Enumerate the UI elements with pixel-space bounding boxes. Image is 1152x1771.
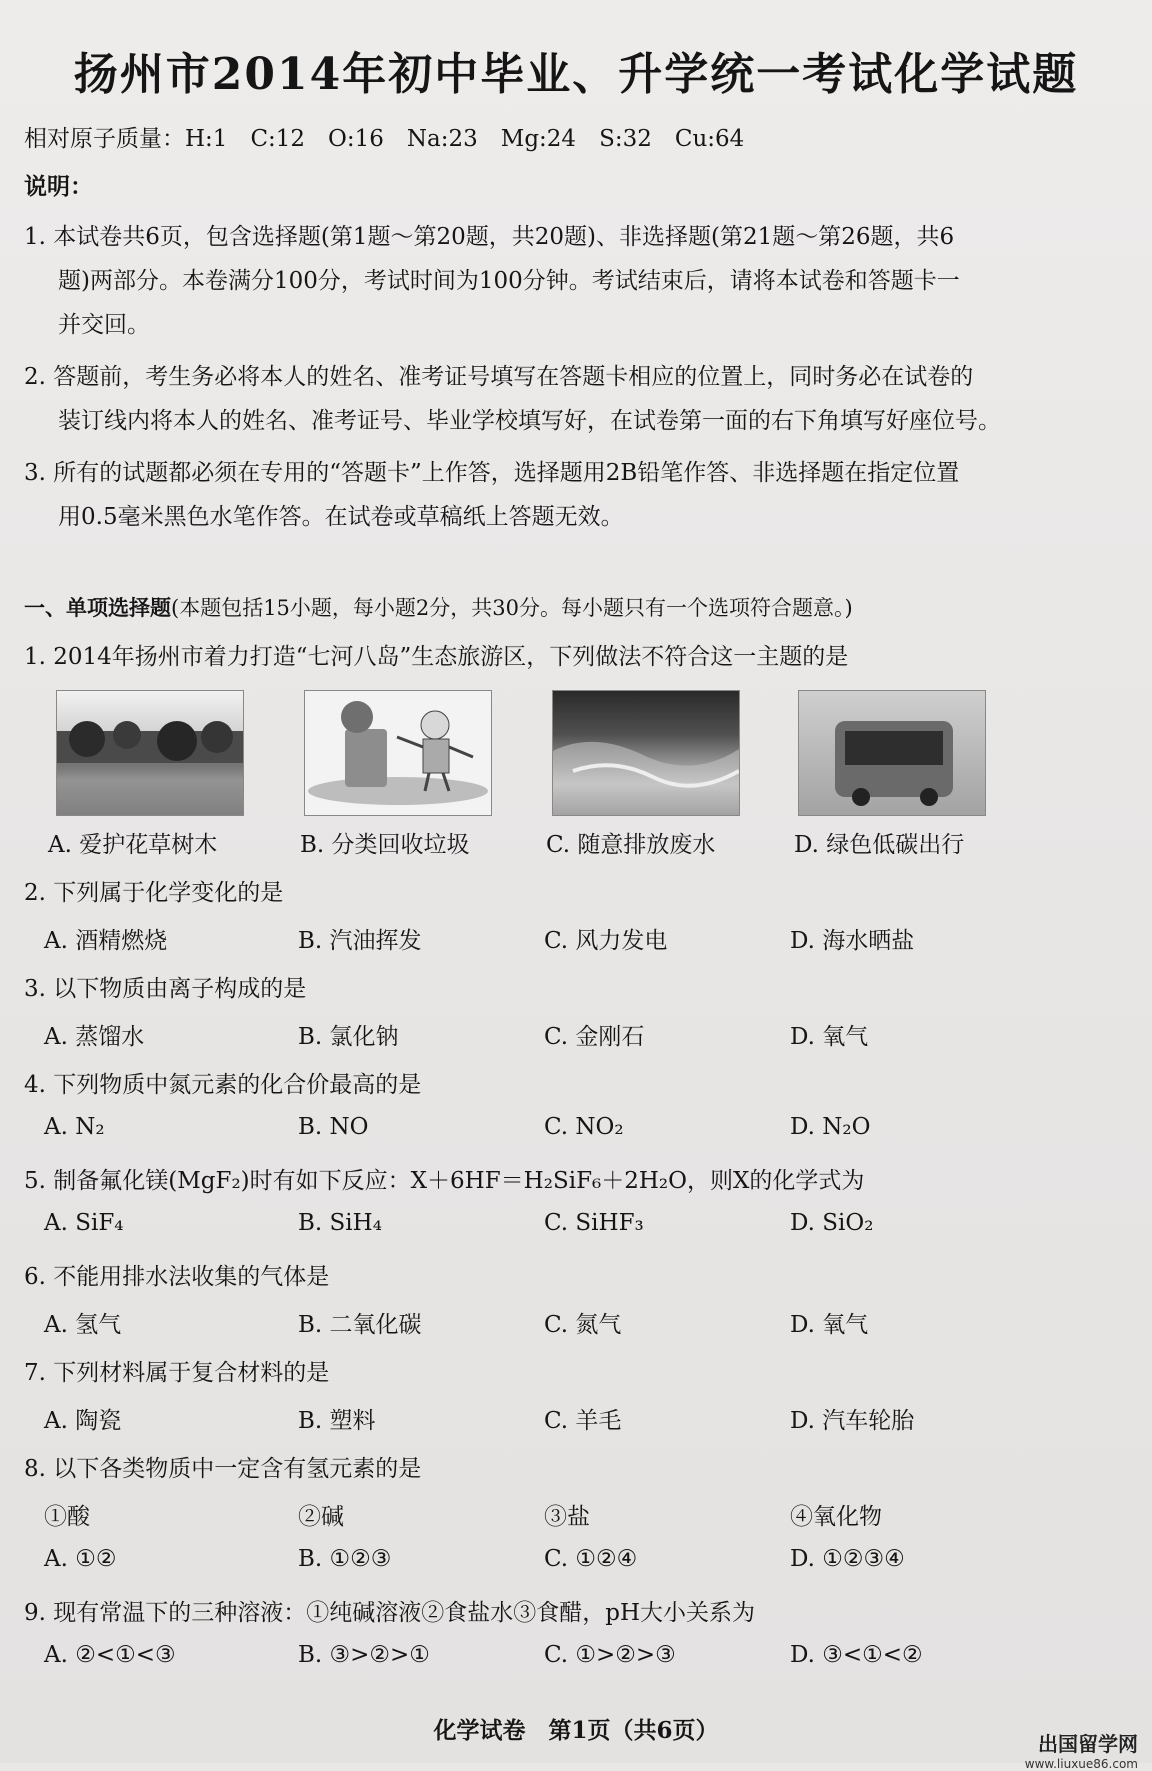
- q1-option-a: A. 爱护花草树木: [48, 832, 218, 858]
- q8-option-d: D. ①②③④: [790, 1546, 905, 1572]
- q7-option-d: D. 汽车轮胎: [790, 1408, 915, 1434]
- q6-option-a: A. 氢气: [44, 1312, 122, 1338]
- q3-option-b: B. 氯化钠: [298, 1024, 399, 1050]
- q9-option-c: C. ①>②>③: [544, 1642, 676, 1668]
- instruction-2-line-1: 2. 答题前，考生务必将本人的姓名、准考证号填写在答题卡相应的位置上，同时务必在试卷的: [24, 364, 974, 390]
- question-5-stem: 5. 制备氟化镁(MgF₂)时有如下反应：X＋6HF＝H₂SiF₆＋2H₂O，则X的化学式为: [24, 1168, 865, 1194]
- question-2-stem: 2. 下列属于化学变化的是: [24, 880, 284, 906]
- section-note: (本题包括15小题，每小题2分，共30分。每小题只有一个选项符合题意。): [171, 596, 853, 620]
- question-3-stem: 3. 以下物质由离子构成的是: [24, 976, 307, 1002]
- question-8-options: [0, 1546, 1152, 1580]
- instruction-3-line-1: 3. 所有的试题都必须在专用的“答题卡”上作答，选择题用2B铅笔作答、非选择题在指定位置: [24, 460, 960, 486]
- q7-option-a: A. 陶瓷: [44, 1408, 122, 1434]
- instruction-1-line-3: 并交回。: [58, 312, 150, 338]
- instruction-2-line-2: 装订线内将本人的姓名、准考证号、毕业学校填写好，在试卷第一面的右下角填写好座位号。: [58, 408, 1001, 434]
- q7-option-c: C. 羊毛: [544, 1408, 622, 1434]
- q1-option-d: D. 绿色低碳出行: [794, 832, 965, 858]
- q5-option-c: C. SiHF₃: [544, 1210, 644, 1236]
- section-heading: [24, 592, 853, 622]
- q3-option-d: D. 氧气: [790, 1024, 869, 1050]
- section-title: 一、单项选择题: [24, 595, 171, 620]
- q3-option-c: C. 金刚石: [544, 1024, 645, 1050]
- watermark-title: 出国留学网: [1038, 1732, 1138, 1756]
- question-7-options: [0, 1402, 1152, 1436]
- q5-option-b: B. SiH₄: [298, 1210, 382, 1236]
- watermark-url: www.liuxue86.com: [1024, 1757, 1138, 1771]
- q8-option-b: B. ①②③: [298, 1546, 392, 1572]
- q8-item-2: ②碱: [298, 1504, 344, 1530]
- question-2-options: [0, 922, 1152, 956]
- q1-option-c: C. 随意排放废水: [546, 832, 716, 858]
- bus-icon: [799, 691, 985, 815]
- q4-option-b: B. NO: [298, 1114, 369, 1140]
- q7-option-b: B. 塑料: [298, 1408, 376, 1434]
- illustration-garbage-sorting: [304, 690, 492, 816]
- q1-option-b: B. 分类回收垃圾: [300, 832, 470, 858]
- recycle-bin-icon: [305, 691, 491, 815]
- q2-option-a: A. 酒精燃烧: [44, 928, 168, 954]
- instruction-1-line-2: 题)两部分。本卷满分100分，考试时间为100分钟。考试结束后，请将本试卷和答题卡一: [58, 268, 960, 294]
- question-8-items: [0, 1498, 1152, 1532]
- q2-option-b: B. 汽油挥发: [298, 928, 422, 954]
- q6-option-b: B. 二氧化碳: [298, 1312, 422, 1338]
- q4-option-a: A. N₂: [44, 1114, 105, 1140]
- q8-option-a: A. ①②: [44, 1546, 117, 1572]
- q6-option-d: D. 氧气: [790, 1312, 869, 1338]
- q2-option-c: C. 风力发电: [544, 928, 668, 954]
- question-6-options: [0, 1306, 1152, 1340]
- q8-item-4: ④氧化物: [790, 1504, 882, 1530]
- question-5-options: [0, 1210, 1152, 1244]
- question-9-stem: 9. 现有常温下的三种溶液：①纯碱溶液②食盐水③食醋，pH大小关系为: [24, 1600, 756, 1626]
- instruction-3-line-2: 用0.5毫米黑色水笔作答。在试卷或草稿纸上答题无效。: [58, 504, 624, 530]
- q9-option-d: D. ③<①<②: [790, 1642, 923, 1668]
- instructions-heading: 说明：: [24, 173, 93, 200]
- exam-title: 扬州市2014年初中毕业、升学统一考试化学试题: [73, 49, 1079, 100]
- q4-option-d: D. N₂O: [790, 1114, 871, 1140]
- question-1-options: [0, 826, 1152, 860]
- q5-option-d: D. SiO₂: [790, 1210, 874, 1236]
- q3-option-a: A. 蒸馏水: [44, 1024, 145, 1050]
- photo-waste-water-discharge: [552, 690, 740, 816]
- q8-option-c: C. ①②④: [544, 1546, 638, 1572]
- atomic-mass-line: 相对原子质量：H:1 C:12 O:16 Na:23 Mg:24 S:32 Cu:64: [24, 126, 745, 152]
- question-9-options: [0, 1642, 1152, 1676]
- question-4-stem: 4. 下列物质中氮元素的化合价最高的是: [24, 1072, 422, 1098]
- q8-item-1: ①酸: [44, 1504, 90, 1530]
- q2-option-d: D. 海水晒盐: [790, 928, 915, 954]
- question-8-stem: 8. 以下各类物质中一定含有氢元素的是: [24, 1456, 422, 1482]
- question-3-options: [0, 1018, 1152, 1052]
- q4-option-c: C. NO₂: [544, 1114, 624, 1140]
- photo-garden-trees: [56, 690, 244, 816]
- q9-option-b: B. ③>②>①: [298, 1642, 430, 1668]
- photo-green-bus: [798, 690, 986, 816]
- question-4-options: [0, 1114, 1152, 1148]
- page-footer: 化学试卷 第1页（共6页）: [433, 1717, 719, 1744]
- waste-water-icon: [553, 691, 739, 815]
- instruction-1-line-1: 1. 本试卷共6页，包含选择题(第1题～第20题，共20题)、非选择题(第21题～第26题，共6: [24, 224, 955, 250]
- question-7-stem: 7. 下列材料属于复合材料的是: [24, 1360, 330, 1386]
- q9-option-a: A. ②<①<③: [44, 1642, 176, 1668]
- q6-option-c: C. 氮气: [544, 1312, 622, 1338]
- site-watermark: [1025, 1728, 1138, 1771]
- trees-icon: [57, 691, 243, 815]
- q5-option-a: A. SiF₄: [44, 1210, 124, 1236]
- question-1-stem: 1. 2014年扬州市着力打造“七河八岛”生态旅游区，下列做法不符合这一主题的是: [24, 644, 849, 670]
- q8-item-3: ③盐: [544, 1504, 590, 1530]
- question-6-stem: 6. 不能用排水法收集的气体是: [24, 1264, 330, 1290]
